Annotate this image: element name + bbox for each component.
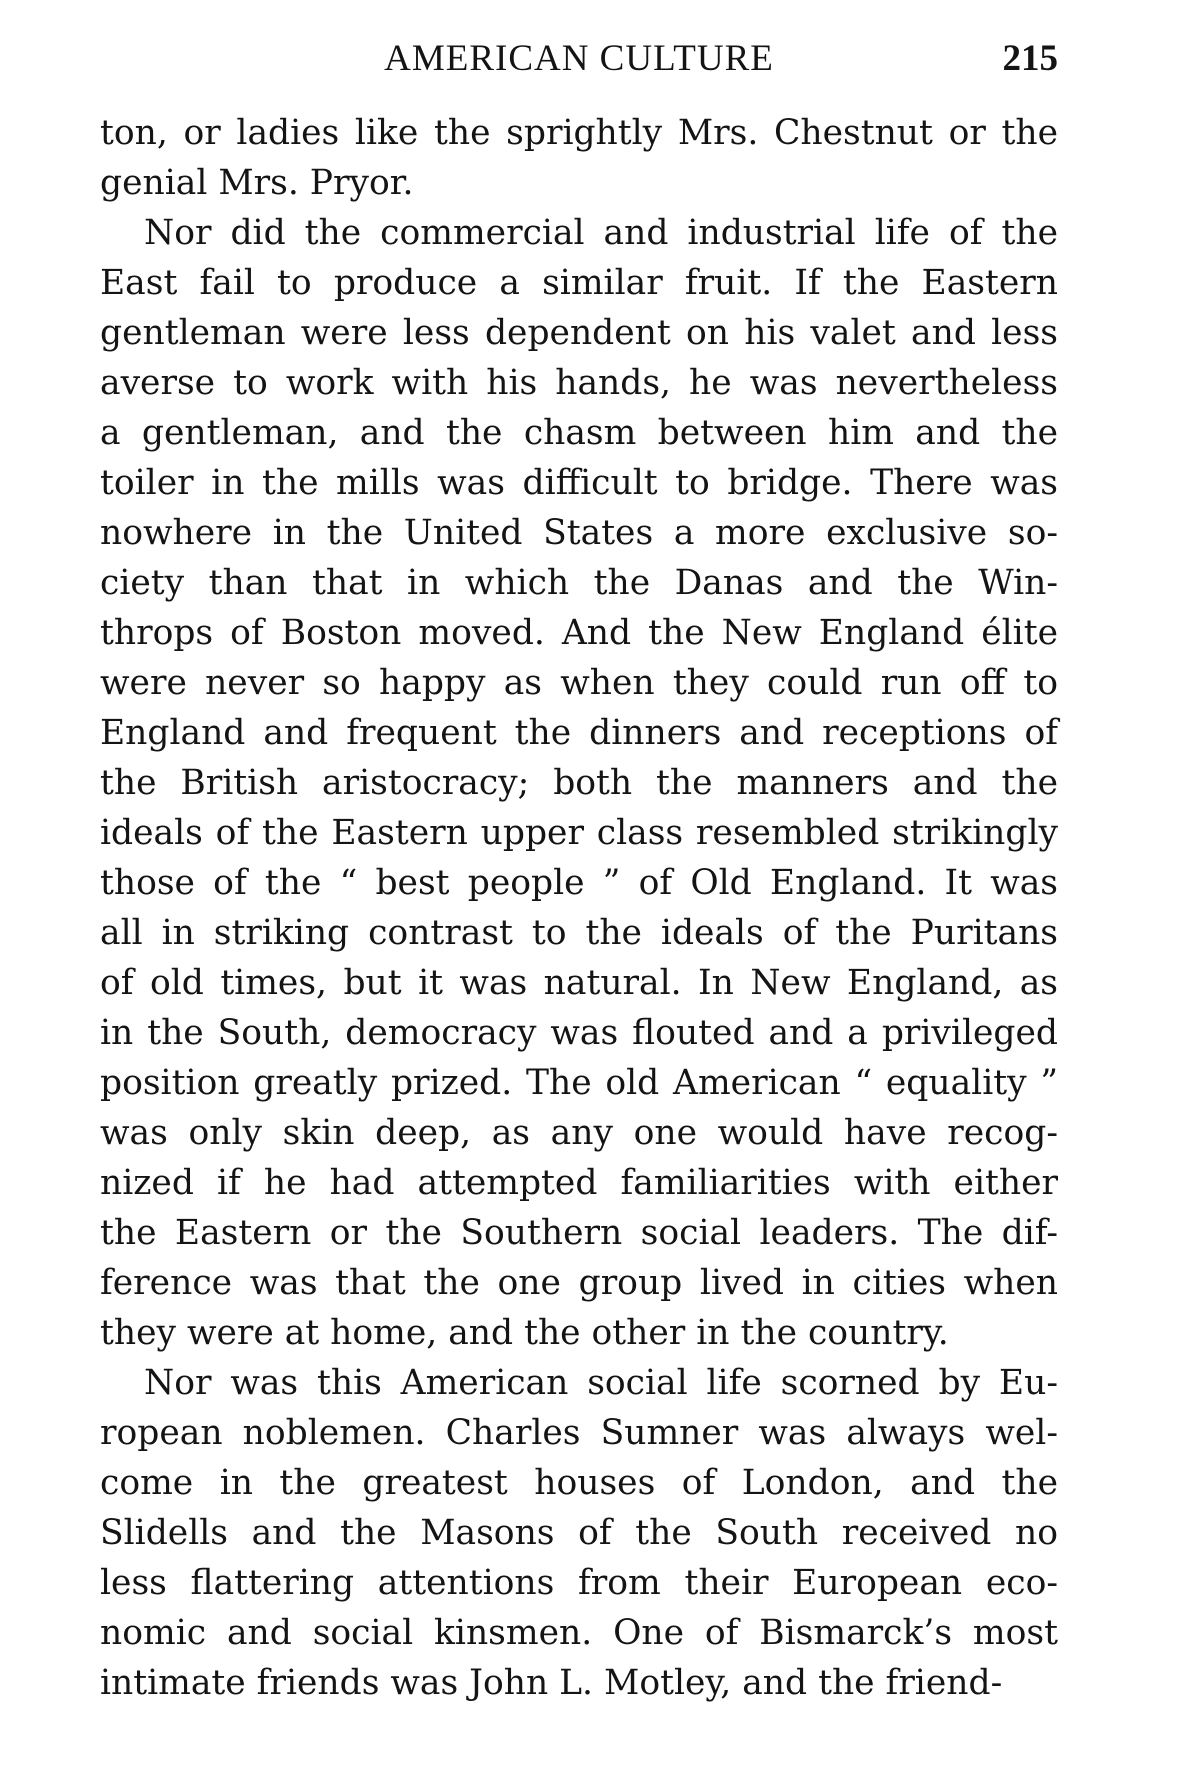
text-line: England and frequent the dinners and receptions of [100, 713, 1058, 753]
text-line: toiler in the mills was difficult to bridge. There was [100, 463, 1058, 503]
text-line: position greatly prized. The old American “ equality ” [100, 1063, 1058, 1103]
text-line: Nor did the commercial and industrial life of the [144, 213, 1058, 253]
text-line: were never so happy as when they could run off to [100, 663, 1058, 703]
page-number: 215 [1002, 38, 1058, 79]
text-line: they were at home, and the other in the country. [100, 1313, 949, 1353]
body-text [100, 108, 1058, 1708]
text-line: come in the greatest houses of London, and the [100, 1463, 1058, 1503]
text-line: ideals of the Eastern upper class resembled strikingly [100, 813, 1058, 853]
text-line: of old times, but it was natural. In New England, as [100, 963, 1058, 1003]
text-line: ference was that the one group lived in cities when [100, 1263, 1058, 1303]
text-line: in the South, democracy was flouted and a privileged [100, 1013, 1058, 1053]
text-line: nized if he had attempted familiarities with either [100, 1163, 1058, 1203]
text-line: less flattering attentions from their European eco- [100, 1563, 1058, 1603]
text-line: genial Mrs. Pryor. [100, 163, 414, 203]
text-line: ciety than that in which the Danas and the Win- [100, 563, 1058, 603]
text-line: East fail to produce a similar fruit. If the Eastern [100, 263, 1058, 303]
paragraph [100, 208, 1058, 1358]
text-line: intimate friends was John L. Motley, and the friend- [100, 1663, 1003, 1703]
text-line: nomic and social kinsmen. One of Bismarck’s most [100, 1613, 1058, 1653]
running-title: AMERICAN CULTURE [384, 38, 774, 79]
text-line: all in striking contrast to the ideals of the Puritans [100, 913, 1058, 953]
paragraph [100, 108, 1058, 208]
text-line: Slidells and the Masons of the South received no [100, 1513, 1058, 1553]
text-line: Nor was this American social life scorned by Eu- [144, 1363, 1058, 1403]
text-line: was only skin deep, as any one would have recog- [100, 1113, 1058, 1153]
text-line: gentleman were less dependent on his valet and less [100, 313, 1058, 353]
text-line: throps of Boston moved. And the New England élite [100, 613, 1058, 653]
text-line: averse to work with his hands, he was nevertheless [100, 363, 1058, 403]
text-line: ton, or ladies like the sprightly Mrs. Chestnut or the [100, 113, 1058, 153]
text-line: the British aristocracy; both the manners and the [100, 763, 1058, 803]
text-line: those of the “ best people ” of Old England. It was [100, 863, 1058, 903]
text-line: nowhere in the United States a more exclusive so- [100, 513, 1058, 553]
text-line: a gentleman, and the chasm between him and the [100, 413, 1058, 453]
text-line: ropean noblemen. Charles Sumner was always wel- [100, 1413, 1058, 1453]
paragraph [100, 1358, 1058, 1708]
running-head [100, 34, 1058, 84]
text-line: the Eastern or the Southern social leaders. The dif- [100, 1213, 1058, 1253]
